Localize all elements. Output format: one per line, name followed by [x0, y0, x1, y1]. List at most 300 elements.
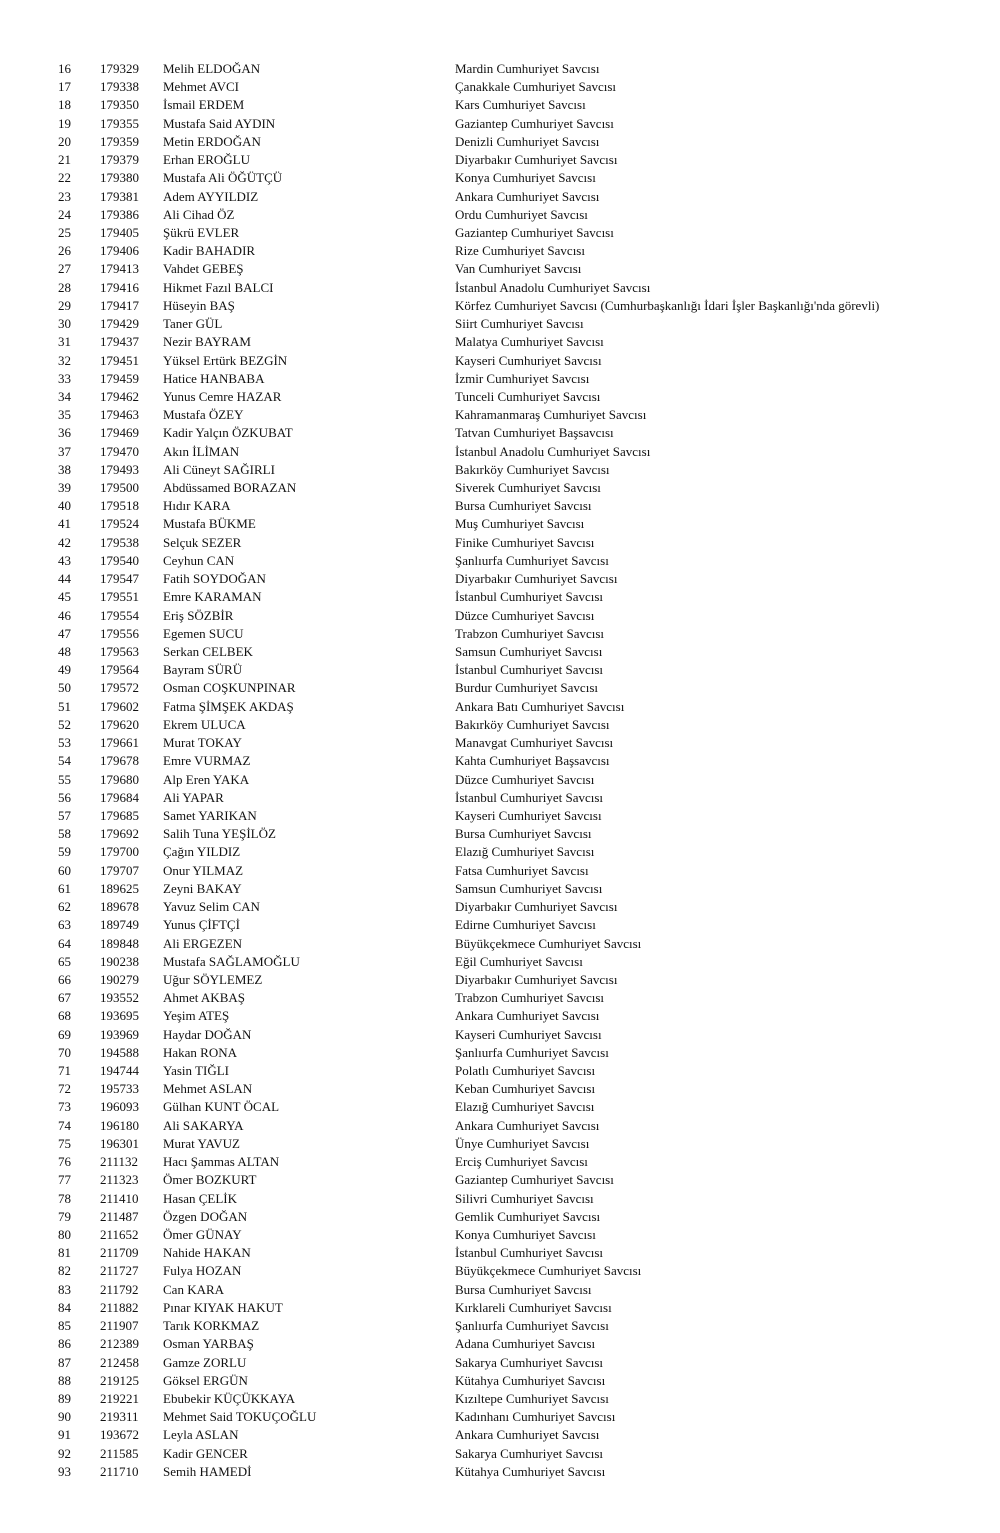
person-name: Nezir BAYRAM: [163, 334, 251, 350]
table-row: [0, 1080, 1000, 1098]
assigned-post: Manavgat Cumhuriyet Savcısı: [455, 735, 614, 751]
assigned-post: Konya Cumhuriyet Savcısı: [455, 170, 596, 186]
assigned-post: Gemlik Cumhuriyet Savcısı: [455, 1208, 601, 1224]
row-number: 29: [58, 297, 71, 313]
row-number: 46: [58, 607, 71, 623]
assigned-post: Ankara Cumhuriyet Savcısı: [455, 188, 600, 204]
table-row: [0, 151, 1000, 169]
row-number: 78: [58, 1190, 71, 1206]
table-row: [0, 1372, 1000, 1390]
person-name: Vahdet GEBEŞ: [163, 261, 244, 277]
assigned-post: Siverek Cumhuriyet Savcısı: [455, 480, 601, 496]
registry-number: 179707: [100, 862, 139, 878]
person-name: Ali YAPAR: [163, 789, 224, 805]
row-number: 89: [58, 1390, 71, 1406]
registry-number: 211792: [100, 1281, 139, 1297]
person-name: Akın İLİMAN: [163, 443, 240, 459]
registry-number: 179684: [100, 789, 139, 805]
assigned-post: Bursa Cumhuriyet Savcısı: [455, 826, 592, 842]
registry-number: 211652: [100, 1227, 139, 1242]
assigned-post: İstanbul Anadolu Cumhuriyet Savcısı: [455, 279, 651, 295]
row-number: 33: [58, 370, 71, 386]
assigned-post: Rize Cumhuriyet Savcısı: [455, 243, 585, 259]
person-name: Yeşim ATEŞ: [163, 1008, 230, 1024]
registry-number: 211709: [100, 1245, 139, 1261]
assigned-post: Büyükçekmece Cumhuriyet Savcısı: [455, 935, 642, 951]
assigned-post: Silivri Cumhuriyet Savcısı: [455, 1190, 594, 1206]
row-number: 38: [58, 461, 71, 477]
person-name: Taner GÜL: [163, 316, 223, 332]
row-number: 22: [58, 170, 71, 186]
person-name: Samet YARIKAN: [163, 807, 257, 823]
table-row: [0, 333, 1000, 351]
person-name: Tarık KORKMAZ: [163, 1318, 260, 1334]
person-name: Hakan RONA: [163, 1044, 238, 1060]
person-name: Bayram SÜRÜ: [163, 662, 243, 678]
registry-number: 179564: [100, 662, 139, 678]
registry-number: 193552: [100, 990, 139, 1006]
table-row: [0, 1062, 1000, 1080]
row-number: 18: [58, 97, 71, 113]
table-row: [0, 1390, 1000, 1408]
assigned-post: Kızıltepe Cumhuriyet Savcısı: [455, 1390, 609, 1406]
registry-number: 193969: [100, 1026, 139, 1042]
table-row: [0, 1098, 1000, 1116]
assigned-post: Şanlıurfa Cumhuriyet Savcısı: [455, 1318, 609, 1334]
registry-number: 179417: [100, 297, 139, 313]
row-number: 40: [58, 498, 71, 514]
table-row: [0, 752, 1000, 770]
registry-number: 179406: [100, 243, 139, 259]
assigned-post: Burdur Cumhuriyet Savcısı: [455, 680, 598, 696]
row-number: 81: [58, 1245, 71, 1261]
table-row: [0, 297, 1000, 315]
registry-number: 179437: [100, 334, 139, 350]
table-row: [0, 661, 1000, 679]
table-row: [0, 206, 1000, 224]
person-name: Murat TOKAY: [163, 735, 242, 751]
row-number: 90: [58, 1409, 71, 1425]
row-number: 91: [58, 1427, 71, 1443]
table-row: [0, 534, 1000, 552]
person-name: İsmail ERDEM: [163, 97, 245, 113]
assigned-post: Sakarya Cumhuriyet Savcısı: [455, 1354, 604, 1370]
registry-number: 211907: [100, 1318, 139, 1334]
assigned-post: Ankara Cumhuriyet Savcısı: [455, 1427, 600, 1443]
row-number: 57: [58, 807, 71, 823]
assigned-post: İstanbul Cumhuriyet Savcısı: [455, 589, 604, 605]
assigned-post: Kahta Cumhuriyet Başsavcısı: [455, 753, 610, 769]
person-name: Fulya HOZAN: [163, 1263, 242, 1279]
table-row: [0, 279, 1000, 297]
assigned-post: Trabzon Cumhuriyet Savcısı: [455, 625, 605, 641]
table-row: [0, 898, 1000, 916]
registry-number: 179500: [100, 480, 139, 496]
table-row: [0, 1445, 1000, 1463]
row-number: 47: [58, 625, 71, 641]
registry-number: 196301: [100, 1135, 139, 1151]
person-name: Yüksel Ertürk BEZGİN: [163, 352, 288, 368]
row-number: 76: [58, 1154, 71, 1170]
row-number: 75: [58, 1135, 71, 1151]
table-row: [0, 1153, 1000, 1171]
person-name: Ömer BOZKURT: [163, 1172, 257, 1188]
person-name: Mustafa BÜKME: [163, 516, 256, 532]
registry-number: 179359: [100, 133, 139, 149]
row-number: 39: [58, 480, 71, 496]
table-row: [0, 78, 1000, 96]
registry-number: 179493: [100, 461, 139, 477]
assigned-post: Mardin Cumhuriyet Savcısı: [455, 61, 600, 76]
assigned-post: Çanakkale Cumhuriyet Savcısı: [455, 79, 617, 95]
person-name: Ceyhun CAN: [163, 552, 235, 568]
table-row: [0, 260, 1000, 278]
row-number: 62: [58, 899, 71, 915]
row-number: 59: [58, 844, 71, 860]
person-name: Mehmet Said TOKUÇOĞLU: [163, 1409, 317, 1425]
registry-number: 194744: [100, 1063, 139, 1079]
registry-number: 179540: [100, 552, 139, 568]
person-name: Ekrem ULUCA: [163, 716, 246, 732]
person-name: Mustafa ÖZEY: [163, 407, 244, 423]
row-number: 24: [58, 206, 71, 222]
table-row: [0, 716, 1000, 734]
person-name: Hacı Şammas ALTAN: [163, 1154, 280, 1170]
row-number: 67: [58, 990, 71, 1006]
row-number: 68: [58, 1008, 71, 1024]
row-number: 92: [58, 1445, 71, 1461]
registry-number: 179405: [100, 224, 139, 240]
registry-number: 189848: [100, 935, 139, 951]
person-name: Hikmet Fazıl BALCI: [163, 279, 274, 295]
registry-number: 219311: [100, 1409, 139, 1425]
registry-number: 179470: [100, 443, 139, 459]
table-row: [0, 825, 1000, 843]
table-row: [0, 1408, 1000, 1426]
person-name: Kadir Yalçın ÖZKUBAT: [163, 425, 293, 441]
table-row: [0, 1262, 1000, 1280]
assigned-post: Finike Cumhuriyet Savcısı: [455, 534, 595, 550]
table-row: [0, 1135, 1000, 1153]
person-name: Gülhan KUNT ÖCAL: [163, 1099, 280, 1115]
row-number: 74: [58, 1117, 71, 1133]
assigned-post: Gaziantep Cumhuriyet Savcısı: [455, 1172, 614, 1188]
registry-number: 193672: [100, 1427, 139, 1443]
assigned-post: Ankara Cumhuriyet Savcısı: [455, 1008, 600, 1024]
person-name: Fatih SOYDOĞAN: [163, 571, 266, 587]
registry-number: 179355: [100, 115, 139, 131]
table-row: [0, 497, 1000, 515]
table-row: [0, 1463, 1000, 1481]
registry-number: 179459: [100, 370, 139, 386]
table-row: [0, 552, 1000, 570]
table-row: [0, 96, 1000, 114]
person-name: Kadir BAHADIR: [163, 243, 256, 259]
registry-number: 190238: [100, 953, 139, 969]
table-row: [0, 862, 1000, 880]
registry-number: 179380: [100, 170, 139, 186]
assigned-post: Samsun Cumhuriyet Savcısı: [455, 880, 603, 896]
row-number: 37: [58, 443, 71, 459]
registry-number: 179685: [100, 807, 139, 823]
person-name: Yavuz Selim CAN: [163, 899, 260, 915]
registry-number: 179700: [100, 844, 139, 860]
registry-number: 179451: [100, 352, 139, 368]
registry-number: 179386: [100, 206, 139, 222]
assigned-post: Ordu Cumhuriyet Savcısı: [455, 206, 588, 222]
assigned-post: Ankara Cumhuriyet Savcısı: [455, 1117, 600, 1133]
table-row: [0, 370, 1000, 388]
registry-number: 211410: [100, 1190, 139, 1206]
assigned-post: İstanbul Anadolu Cumhuriyet Savcısı: [455, 443, 651, 459]
assigned-post: Adana Cumhuriyet Savcısı: [455, 1336, 596, 1352]
table-row: [0, 188, 1000, 206]
table-row: [0, 1244, 1000, 1262]
registry-number: 219125: [100, 1372, 139, 1388]
row-number: 88: [58, 1372, 71, 1388]
assigned-post: Van Cumhuriyet Savcısı: [455, 261, 582, 277]
row-number: 34: [58, 388, 71, 404]
person-name: Zeyni BAKAY: [163, 880, 242, 896]
person-name: Erhan EROĞLU: [163, 152, 251, 168]
person-name: Ali Cüneyt SAĞIRLI: [163, 461, 275, 477]
assigned-post: Konya Cumhuriyet Savcısı: [455, 1227, 596, 1242]
assigned-post: Denizli Cumhuriyet Savcısı: [455, 133, 600, 149]
row-number: 65: [58, 953, 71, 969]
assigned-post: Diyarbakır Cumhuriyet Savcısı: [455, 152, 618, 168]
row-number: 32: [58, 352, 71, 368]
registry-number: 211882: [100, 1299, 139, 1315]
registry-number: 211323: [100, 1172, 139, 1188]
person-name: Ebubekir KÜÇÜKKAYA: [163, 1390, 296, 1406]
registry-number: 179350: [100, 97, 139, 113]
assigned-post: Şanlıurfa Cumhuriyet Savcısı: [455, 552, 609, 568]
assigned-post: Kadınhanı Cumhuriyet Savcısı: [455, 1409, 616, 1425]
person-name: Ali Cihad ÖZ: [163, 206, 235, 222]
registry-number: 179680: [100, 771, 139, 787]
person-name: Mustafa Ali ÖĞÜTÇÜ: [163, 170, 283, 186]
person-name: Melih ELDOĞAN: [163, 61, 261, 76]
row-number: 56: [58, 789, 71, 805]
row-number: 52: [58, 716, 71, 732]
assigned-post: Bakırköy Cumhuriyet Savcısı: [455, 716, 610, 732]
table-row: [0, 971, 1000, 989]
registry-number: 179416: [100, 279, 139, 295]
assigned-post: İstanbul Cumhuriyet Savcısı: [455, 662, 604, 678]
row-number: 61: [58, 880, 71, 896]
table-row: [0, 698, 1000, 716]
registry-number: 211132: [100, 1154, 139, 1170]
row-number: 55: [58, 771, 71, 787]
person-name: Alp Eren YAKA: [163, 771, 250, 787]
table-row: [0, 1044, 1000, 1062]
registry-number: 193695: [100, 1008, 139, 1024]
registry-number: 194588: [100, 1044, 139, 1060]
assigned-post: Fatsa Cumhuriyet Savcısı: [455, 862, 589, 878]
registry-number: 189749: [100, 917, 139, 933]
assigned-post: Keban Cumhuriyet Savcısı: [455, 1081, 596, 1097]
registry-number: 179338: [100, 79, 139, 95]
table-row: [0, 1007, 1000, 1025]
table-row: [0, 679, 1000, 697]
registry-number: 179572: [100, 680, 139, 696]
registry-number: 211710: [100, 1463, 139, 1479]
row-number: 77: [58, 1172, 71, 1188]
table-row: [0, 843, 1000, 861]
row-number: 58: [58, 826, 71, 842]
row-number: 45: [58, 589, 71, 605]
registry-number: 179469: [100, 425, 139, 441]
registry-number: 179551: [100, 589, 139, 605]
table-row: [0, 570, 1000, 588]
row-number: 19: [58, 115, 71, 131]
row-number: 54: [58, 753, 71, 769]
table-row: [0, 1026, 1000, 1044]
person-name: Mustafa Said AYDIN: [163, 115, 276, 131]
registry-number: 211727: [100, 1263, 139, 1279]
assigned-post: Trabzon Cumhuriyet Savcısı: [455, 990, 605, 1006]
registry-number: 179602: [100, 698, 139, 714]
row-number: 44: [58, 571, 71, 587]
row-number: 43: [58, 552, 71, 568]
row-number: 53: [58, 735, 71, 751]
row-number: 80: [58, 1227, 71, 1242]
table-row: [0, 588, 1000, 606]
row-number: 72: [58, 1081, 71, 1097]
row-number: 93: [58, 1463, 71, 1479]
table-row: [0, 880, 1000, 898]
registry-number: 179661: [100, 735, 139, 751]
assigned-post: Diyarbakır Cumhuriyet Savcısı: [455, 899, 618, 915]
registry-number: 179463: [100, 407, 139, 423]
assigned-post: Bursa Cumhuriyet Savcısı: [455, 1281, 592, 1297]
row-number: 35: [58, 407, 71, 423]
row-number: 41: [58, 516, 71, 532]
registry-number: 179620: [100, 716, 139, 732]
person-name: Abdüssamed BORAZAN: [163, 480, 297, 496]
assigned-post: Tatvan Cumhuriyet Başsavcısı: [455, 425, 614, 441]
person-name: Hüseyin BAŞ: [163, 297, 235, 313]
assigned-post: Edirne Cumhuriyet Savcısı: [455, 917, 596, 933]
person-name: Şükrü EVLER: [163, 224, 240, 240]
person-name: Göksel ERGÜN: [163, 1372, 248, 1388]
row-number: 21: [58, 152, 71, 168]
assigned-post: Kütahya Cumhuriyet Savcısı: [455, 1463, 606, 1479]
person-name: Uğur SÖYLEMEZ: [163, 971, 263, 987]
assigned-post: İstanbul Cumhuriyet Savcısı: [455, 1245, 604, 1261]
registry-number: 179518: [100, 498, 139, 514]
registry-number: 179524: [100, 516, 139, 532]
row-number: 85: [58, 1318, 71, 1334]
row-number: 79: [58, 1208, 71, 1224]
row-number: 69: [58, 1026, 71, 1042]
table-row: [0, 807, 1000, 825]
assigned-post: Düzce Cumhuriyet Savcısı: [455, 771, 595, 787]
registry-number: 196180: [100, 1117, 139, 1133]
person-name: Yasin TIĞLI: [163, 1063, 229, 1079]
table-row: [0, 388, 1000, 406]
registry-number: 195733: [100, 1081, 139, 1097]
person-name: Ömer GÜNAY: [163, 1227, 242, 1242]
person-name: Pınar KIYAK HAKUT: [163, 1299, 283, 1315]
registry-number: 196093: [100, 1099, 139, 1115]
person-name: Hasan ÇELİK: [163, 1190, 238, 1206]
person-name: Gamze ZORLU: [163, 1354, 247, 1370]
table-row: [0, 352, 1000, 370]
registry-number: 179692: [100, 826, 139, 842]
registry-number: 179678: [100, 753, 139, 769]
assigned-post: Diyarbakır Cumhuriyet Savcısı: [455, 571, 618, 587]
row-number: 82: [58, 1263, 71, 1279]
assigned-post: Büyükçekmece Cumhuriyet Savcısı: [455, 1263, 642, 1279]
row-number: 17: [58, 79, 71, 95]
registry-number: 212458: [100, 1354, 139, 1370]
assigned-post: Kars Cumhuriyet Savcısı: [455, 97, 586, 113]
person-name: Ali SAKARYA: [163, 1117, 244, 1133]
person-name: Selçuk SEZER: [163, 534, 242, 550]
assigned-post: Gaziantep Cumhuriyet Savcısı: [455, 224, 614, 240]
table-row: [0, 443, 1000, 461]
assigned-post: Bakırköy Cumhuriyet Savcısı: [455, 461, 610, 477]
person-name: Hatice HANBABA: [163, 370, 265, 386]
assigned-post: Samsun Cumhuriyet Savcısı: [455, 644, 603, 659]
table-row: [0, 953, 1000, 971]
assigned-post: İzmir Cumhuriyet Savcısı: [455, 370, 590, 386]
person-name: Emre VURMAZ: [163, 753, 251, 769]
row-number: 36: [58, 425, 71, 441]
table-row: [0, 224, 1000, 242]
row-number: 71: [58, 1063, 71, 1079]
registry-number: 190279: [100, 971, 139, 987]
assigned-post: Eğil Cumhuriyet Savcısı: [455, 953, 583, 969]
person-name: Yunus ÇİFTÇİ: [163, 917, 240, 933]
person-name: Eriş SÖZBİR: [163, 607, 234, 623]
assigned-post: Sakarya Cumhuriyet Savcısı: [455, 1445, 604, 1461]
registry-number: 179563: [100, 644, 139, 659]
table-row: [0, 1317, 1000, 1335]
registry-number: 179547: [100, 571, 139, 587]
table-row: [0, 1354, 1000, 1372]
person-name: Leyla ASLAN: [163, 1427, 239, 1443]
person-name: Kadir GENCER: [163, 1445, 248, 1461]
assigned-post: Kayseri Cumhuriyet Savcısı: [455, 1026, 602, 1042]
assigned-post: Polatlı Cumhuriyet Savcısı: [455, 1063, 596, 1079]
person-name: Adem AYYILDIZ: [163, 188, 259, 204]
table-row: [0, 734, 1000, 752]
assigned-post: Malatya Cumhuriyet Savcısı: [455, 334, 604, 350]
row-number: 27: [58, 261, 71, 277]
table-row: [0, 406, 1000, 424]
person-name: Serkan CELBEK: [163, 644, 253, 659]
table-row: [0, 607, 1000, 625]
table-row: [0, 1299, 1000, 1317]
assigned-post: Tunceli Cumhuriyet Savcısı: [455, 388, 601, 404]
person-name: Ali ERGEZEN: [163, 935, 243, 951]
person-name: Egemen SUCU: [163, 625, 244, 641]
person-name: Mustafa SAĞLAMOĞLU: [163, 953, 300, 969]
table-row: [0, 1208, 1000, 1226]
assigned-post: Ankara Batı Cumhuriyet Savcısı: [455, 698, 625, 714]
row-number: 16: [58, 61, 71, 76]
assigned-post: Ünye Cumhuriyet Savcısı: [455, 1135, 590, 1151]
row-number: 20: [58, 133, 71, 149]
assigned-post: Gaziantep Cumhuriyet Savcısı: [455, 115, 614, 131]
registry-number: 179538: [100, 534, 139, 550]
registry-number: 212389: [100, 1336, 139, 1352]
person-name: Semih HAMEDİ: [163, 1463, 252, 1479]
registry-number: 219221: [100, 1390, 139, 1406]
row-number: 26: [58, 243, 71, 259]
